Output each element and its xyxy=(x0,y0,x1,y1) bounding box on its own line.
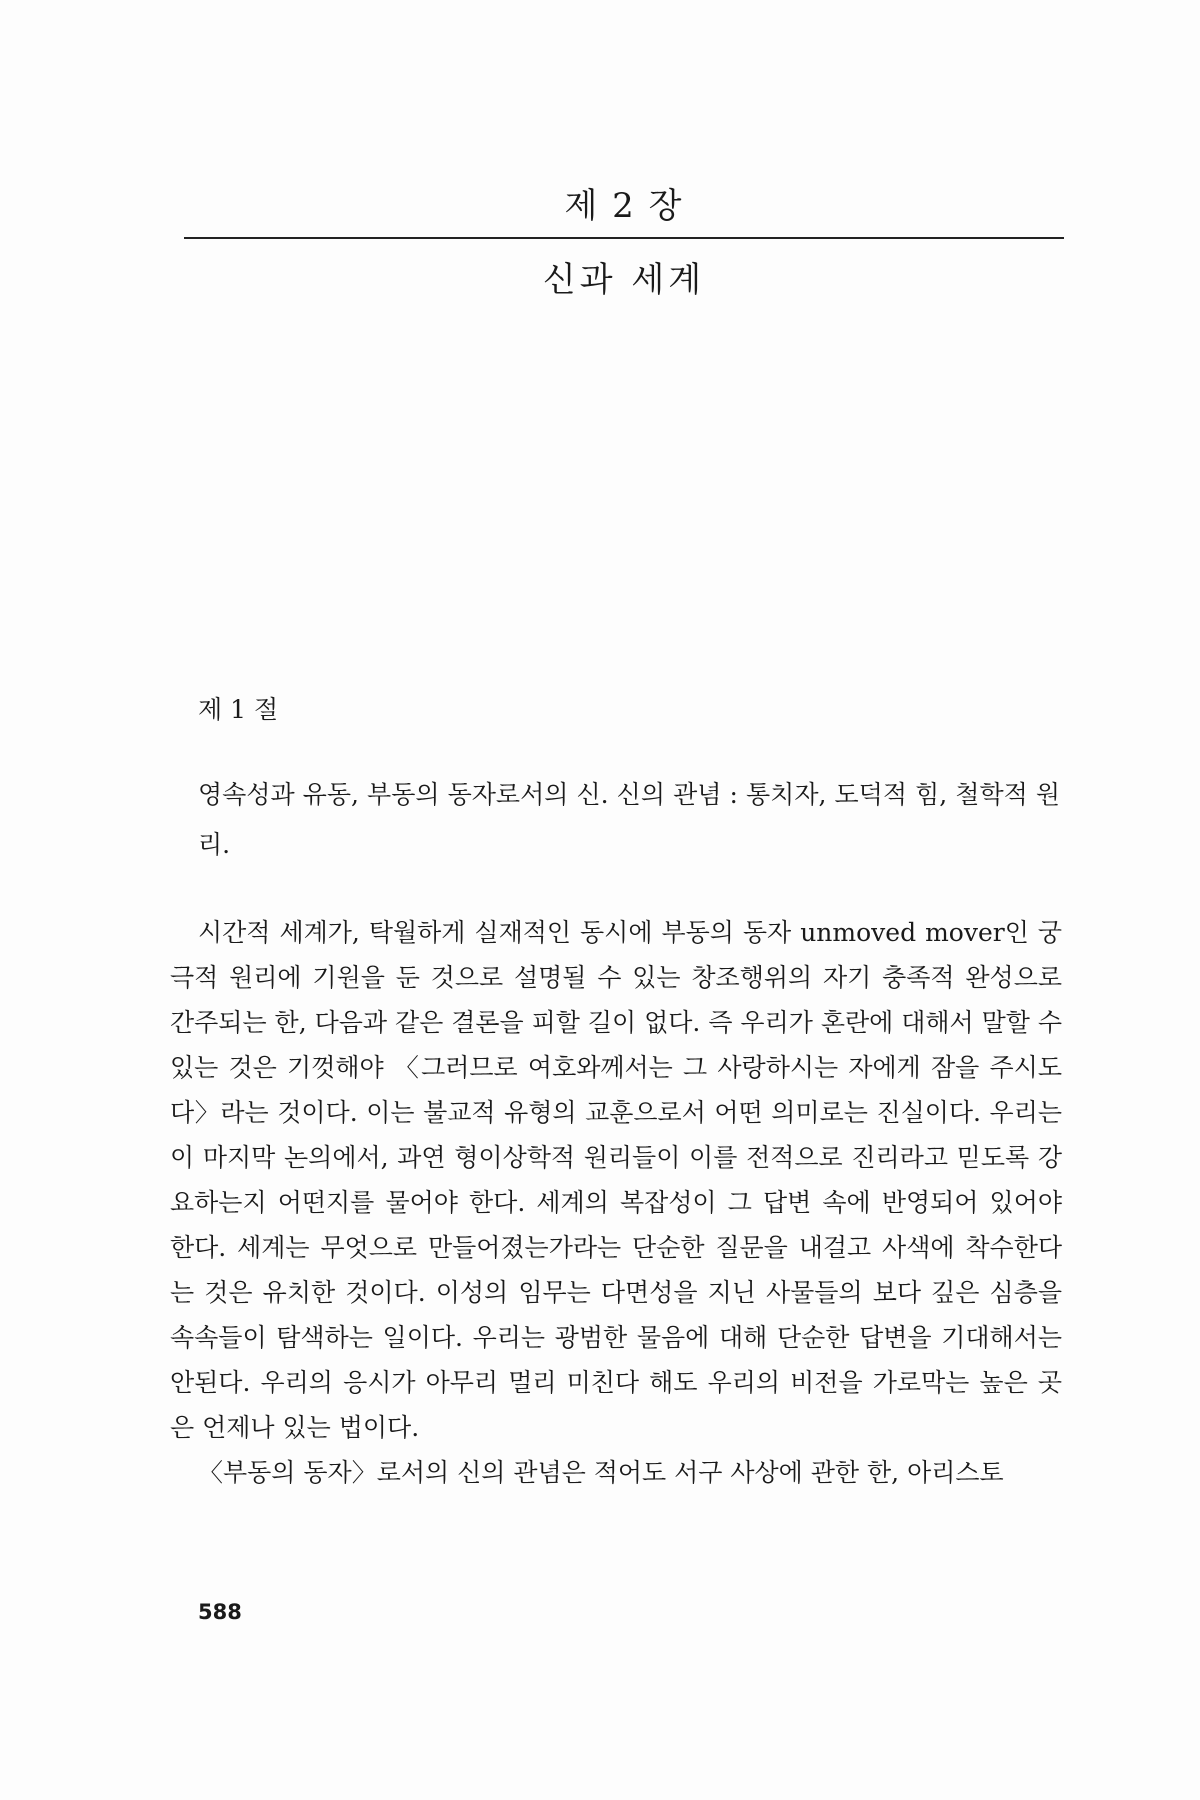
section-summary: 영속성과 유동, 부동의 동자로서의 신. 신의 관념 : 통치자, 도덕적 힘, 철학적 원리. xyxy=(198,780,1060,859)
page-number: 588 xyxy=(198,1600,242,1624)
chapter-number: 제 2 장 xyxy=(564,186,684,226)
body-text xyxy=(170,910,1062,1495)
chapter-title: 신과 세계 xyxy=(542,260,706,300)
body-paragraph: 〈부동의 동자〉로서의 신의 관념은 적어도 서구 사상에 관한 한, 아리스토 xyxy=(198,1458,1004,1487)
chapter-divider xyxy=(184,237,1064,239)
body-paragraph: 시간적 세계가, 탁월하게 실재적인 동시에 부동의 동자 unmoved mover인 궁극적 원리에 기원을 둔 것으로 설명될 수 있는 창조행위의 자기 충족적 완성으로 간주되는 한, 다음과 같은 결론을 피할 길이 없다. 즉 우리가 혼란에 대해서 말할 수 있는 것은 기껏해야 〈그러므로 여호와께서는 그 사랑하시는 자에게 잠을 주시도다〉라는 것이다. 이는 불교적 유형의 교훈으로서 어떤 의미로는 진실이다. 우리는 이 마지막 논의에서, 과연 형이상학적 원리들이 이를 전적으로 진리라고 믿도록 강요하는지 어떤지를 물어야 한다. 세계의 복잡성이 그 답변 속에 반영되어 있어야 한다. 세계는 무엇으로 만들어졌는가라는 단순한 질문을 내걸고 사색에 착수한다는 것은 유치한 것이다. 이성의 임무는 다면성을 지닌 사물들의 보다 깊은 심층을 속속들이 탐색하는 일이다. 우리는 광범한 물음에 대해 단순한 답변을 기대해서는 안된다. 우리의 응시가 아무리 멀리 미친다 해도 우리의 비전을 가로막는 높은 곳은 언제나 있는 법이다. xyxy=(170,918,1063,1442)
section-label: 제 1 절 xyxy=(198,695,279,724)
